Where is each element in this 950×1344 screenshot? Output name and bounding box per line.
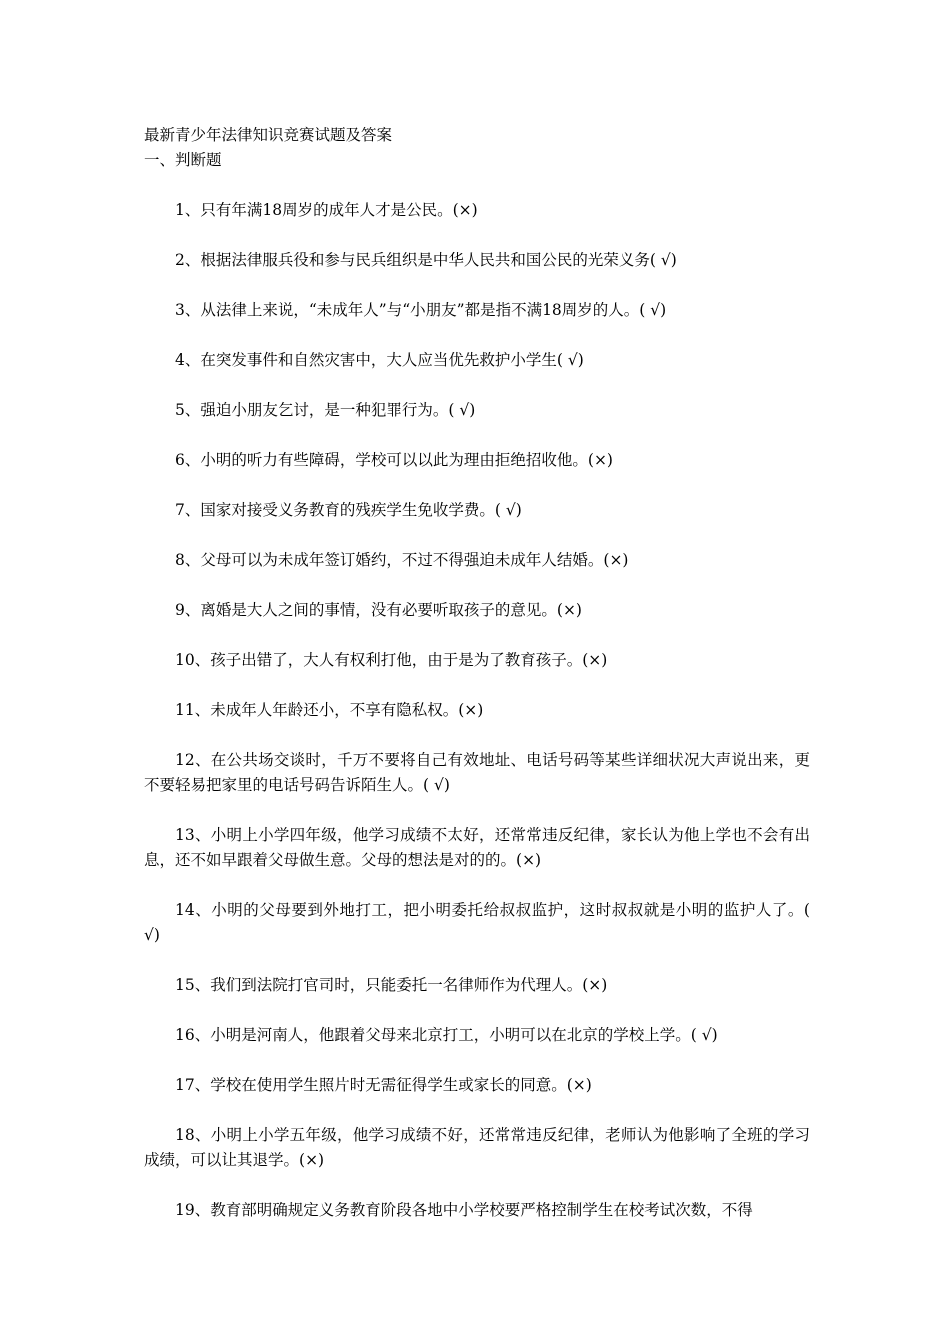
question-answer: (×) xyxy=(556,601,582,619)
question-text: 离婚是大人之间的事情，没有必要听取孩子的意见。 xyxy=(200,601,557,619)
question-item xyxy=(144,448,810,473)
question-item xyxy=(144,748,810,798)
question-text: 从法律上来说，“未成年人”与“小朋友”都是指不满18周岁的人。 xyxy=(200,301,640,319)
question-list xyxy=(144,198,810,1223)
question-number: 17、 xyxy=(175,1076,211,1094)
question-number: 12、 xyxy=(175,751,211,769)
question-item xyxy=(144,698,810,723)
question-text: 我们到法院打官司时，只能委托一名律师作为代理人。 xyxy=(210,976,583,994)
question-item xyxy=(144,348,810,373)
question-text: 根据法律服兵役和参与民兵组织是中华人民共和国公民的光荣义务 xyxy=(200,251,650,269)
question-number: 4、 xyxy=(175,351,201,369)
question-text: 孩子出错了，大人有权利打他，由于是为了教育孩子。 xyxy=(210,651,583,669)
question-number: 16、 xyxy=(175,1026,211,1044)
question-item xyxy=(144,1198,810,1223)
question-answer: ( √) xyxy=(639,301,667,319)
question-number: 7、 xyxy=(175,501,201,519)
question-answer: ( √) xyxy=(448,401,476,419)
question-item xyxy=(144,198,810,223)
question-number: 10、 xyxy=(175,651,211,669)
question-answer: ( √) xyxy=(494,501,522,519)
question-number: 14、 xyxy=(175,901,212,919)
question-item xyxy=(144,398,810,423)
question-item xyxy=(144,973,810,998)
question-number: 2、 xyxy=(175,251,201,269)
question-answer: ( √) xyxy=(690,1026,718,1044)
question-answer: ( √) xyxy=(423,776,450,794)
question-answer: ( √) xyxy=(556,351,584,369)
question-item xyxy=(144,823,810,873)
question-number: 18、 xyxy=(175,1126,211,1144)
question-text: 强迫小朋友乞讨，是一种犯罪行为。 xyxy=(200,401,449,419)
question-text: 只有年满18周岁的成年人才是公民。 xyxy=(200,201,453,219)
question-text: 国家对接受义务教育的残疾学生免收学费。 xyxy=(200,501,495,519)
section-heading: 一、判断题 xyxy=(144,151,222,169)
question-number: 13、 xyxy=(175,826,211,844)
question-item xyxy=(144,648,810,673)
document-title: 最新青少年法律知识竞赛试题及答案 xyxy=(144,126,393,144)
question-number: 3、 xyxy=(175,301,201,319)
question-text: 小明上小学四年级，他学习成绩不太好，还常常违反纪律，家长认为他上学也不会有出息，还不如早跟着父母做生意。父母的想法是对的的。 xyxy=(144,826,810,869)
question-text: 小明的父母要到外地打工，把小明委托给叔叔监护，这时叔叔就是小明的监护人了。 xyxy=(211,901,804,919)
question-number: 6、 xyxy=(175,451,201,469)
question-item xyxy=(144,598,810,623)
question-answer: (×) xyxy=(582,651,608,669)
question-number: 1、 xyxy=(175,201,201,219)
question-number: 5、 xyxy=(175,401,201,419)
question-number: 9、 xyxy=(175,601,201,619)
question-text: 学校在使用学生照片时无需征得学生或家长的同意。 xyxy=(210,1076,567,1094)
question-item xyxy=(144,898,810,948)
question-text: 教育部明确规定义务教育阶段各地中小学校要严格控制学生在校考试次数，不得 xyxy=(210,1201,753,1219)
question-item xyxy=(144,1023,810,1048)
question-answer: (×) xyxy=(582,976,608,994)
question-item xyxy=(144,1123,810,1173)
question-answer: (×) xyxy=(516,851,542,869)
question-text: 父母可以为未成年签订婚约，不过不得强迫未成年人结婚。 xyxy=(200,551,604,569)
question-item xyxy=(144,248,810,273)
question-answer: (×) xyxy=(458,701,484,719)
question-answer: (×) xyxy=(566,1076,592,1094)
question-answer: (×) xyxy=(452,201,478,219)
question-text: 在公共场交谈时，千万不要将自己有效地址、电话号码等某些详细状况大声说出来，更不要轻易把家里的电话号码告诉陌生人。 xyxy=(144,751,810,794)
question-number: 15、 xyxy=(175,976,211,994)
question-item xyxy=(144,548,810,573)
question-text: 未成年人年龄还小，不享有隐私权。 xyxy=(210,701,459,719)
question-text: 小明是河南人，他跟着父母来北京打工，小明可以在北京的学校上学。 xyxy=(210,1026,691,1044)
question-item xyxy=(144,1073,810,1098)
question-answer: (×) xyxy=(587,451,613,469)
question-answer: (×) xyxy=(299,1151,325,1169)
question-number: 11、 xyxy=(175,701,211,719)
question-item xyxy=(144,298,810,323)
question-answer: (×) xyxy=(603,551,629,569)
question-number: 8、 xyxy=(175,551,201,569)
question-item xyxy=(144,498,810,523)
question-text: 小明上小学五年级，他学习成绩不好，还常常违反纪律，老师认为他影响了全班的学习成绩，可以让其退学。 xyxy=(144,1126,810,1169)
question-answer: ( √) xyxy=(144,901,810,944)
question-text: 小明的听力有些障碍，学校可以以此为理由拒绝招收他。 xyxy=(200,451,588,469)
document-content xyxy=(144,123,810,1248)
question-answer: ( √) xyxy=(649,251,677,269)
question-text: 在突发事件和自然灾害中，大人应当优先救护小学生 xyxy=(200,351,557,369)
question-number: 19、 xyxy=(175,1201,211,1219)
